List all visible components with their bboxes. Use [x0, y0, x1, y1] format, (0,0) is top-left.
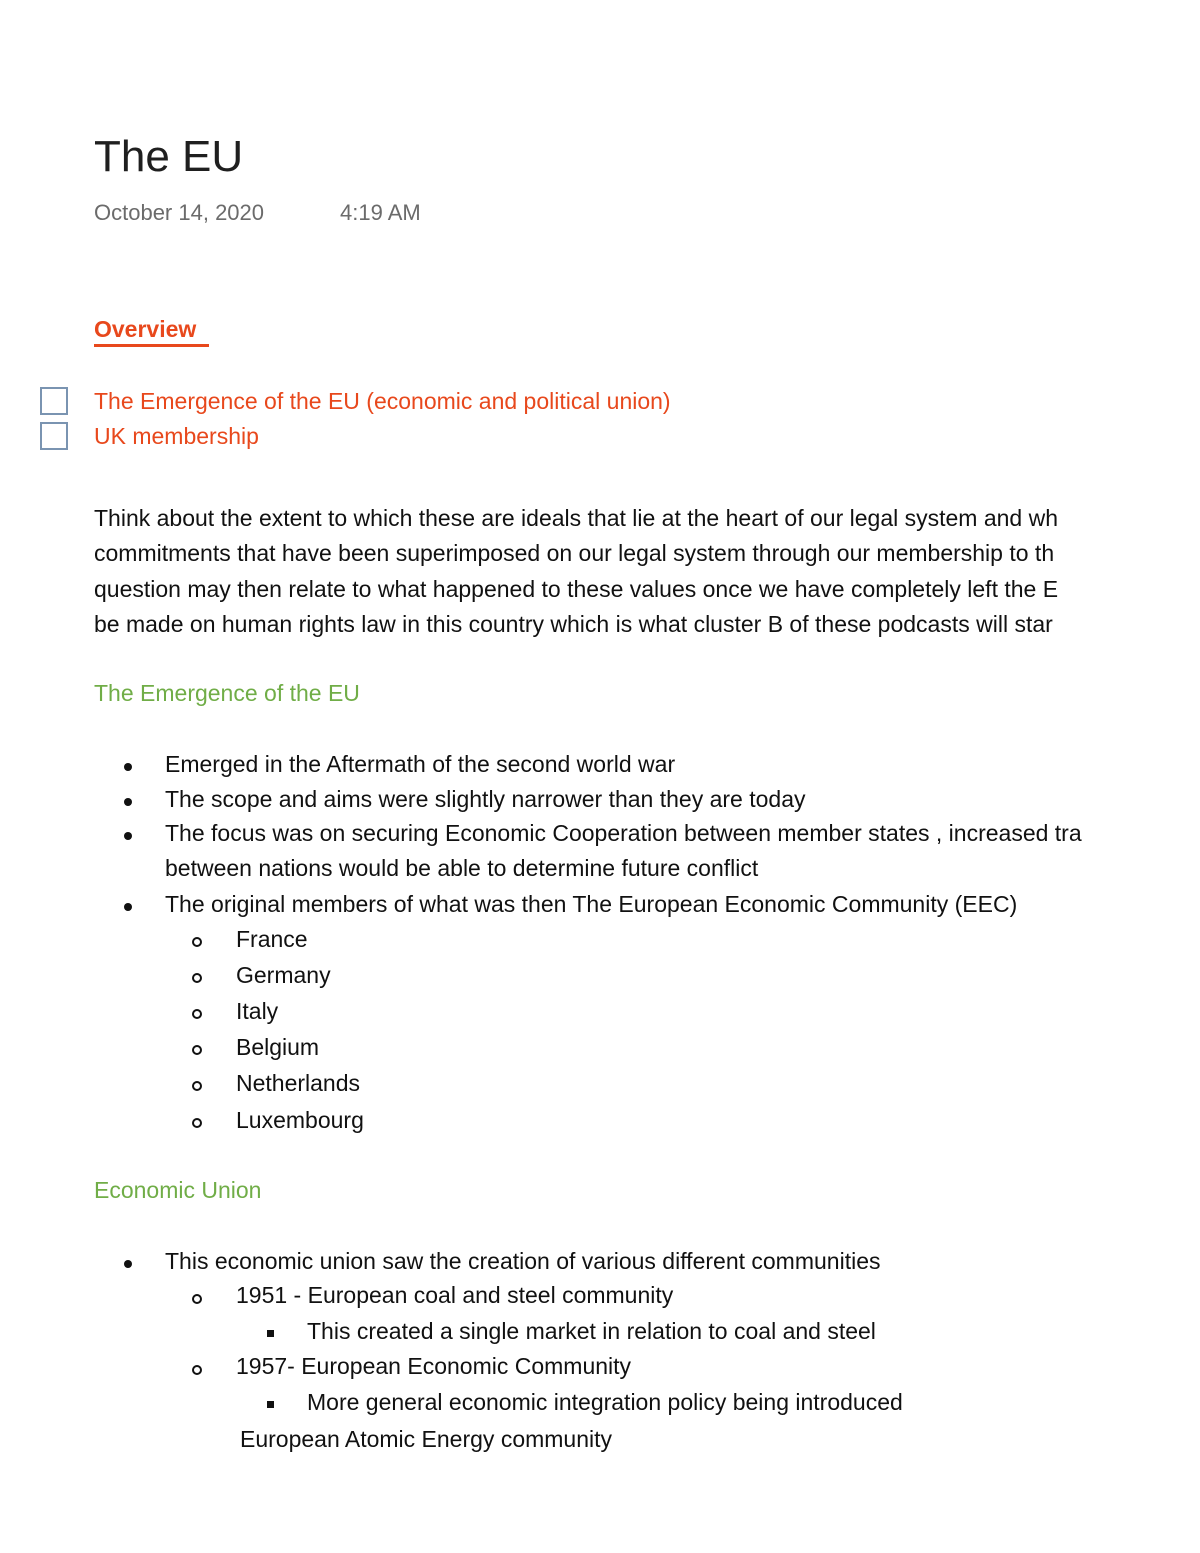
bullet-dot [124, 832, 132, 840]
sub-sub-bullet-square [267, 1330, 274, 1337]
cut-off-line [240, 1424, 613, 1452]
intro-line: commitments that have been superimposed on our legal system through our membership to th [94, 540, 1055, 566]
member-country: France [236, 926, 308, 952]
note-time: 4:19 AM [340, 200, 421, 225]
todo-checkbox[interactable] [40, 387, 68, 415]
intro-line: be made on human rights law in this country which is what cluster B of these podcasts will star [94, 611, 1053, 637]
todo-text: The Emergence of the EU (economic and political union) [94, 387, 671, 414]
sub-bullet-circle [192, 1365, 202, 1375]
member-country: Luxembourg [236, 1107, 364, 1133]
bullet-text: The focus was on securing Economic Cooperation between member states , increased tra [165, 820, 1082, 846]
section-heading-economic: Economic Union [94, 1177, 262, 1203]
bullet-text: Emerged in the Aftermath of the second world war [165, 751, 676, 777]
note-date: October 14, 2020 [94, 200, 265, 225]
bullet-dot [124, 798, 132, 806]
bullet-dot [124, 763, 132, 771]
bullet-text: The scope and aims were slightly narrower than they are today [165, 786, 806, 812]
sub-sub-bullet-square [267, 1401, 274, 1408]
member-country: Italy [236, 998, 279, 1024]
bullet-text: This economic union saw the creation of various different communities [165, 1248, 881, 1274]
todo-text: UK membership [94, 422, 259, 449]
bullet-text: The original members of what was then The European Economic Community (EEC) [165, 891, 1018, 917]
community-1951: 1951 - European coal and steel community [236, 1282, 674, 1308]
bullet-dot [124, 903, 132, 911]
todo-checkbox[interactable] [40, 422, 68, 450]
todo-item [40, 386, 671, 416]
member-country: Germany [236, 962, 331, 988]
overview-heading: Overview [94, 316, 197, 342]
bullet-text-continued: between nations would be able to determine future conflict [165, 855, 759, 881]
community-1951-detail: This created a single market in relation to coal and steel [307, 1318, 876, 1344]
sub-bullet-circle [192, 1045, 202, 1055]
sub-bullet-circle [192, 1009, 202, 1019]
sub-bullet-circle [192, 1118, 202, 1128]
member-country: Netherlands [236, 1070, 361, 1096]
section-heading-emergence: The Emergence of the EU [94, 680, 360, 706]
community-1957-detail: More general economic integration policy being introduced [307, 1389, 903, 1415]
sub-bullet-circle [192, 937, 202, 947]
sub-bullet-circle [192, 973, 202, 983]
intro-line: question may then relate to what happened to these values once we have completely left the E [94, 576, 1059, 602]
cut-off-text: European Atomic Energy community [240, 1426, 613, 1452]
member-country: Belgium [236, 1034, 320, 1060]
todo-item [40, 421, 259, 451]
bullet-dot [124, 1260, 132, 1268]
overview-underline [94, 344, 209, 347]
sub-bullet-circle [192, 1294, 202, 1304]
sub-bullet-circle [192, 1081, 202, 1091]
note-title: The EU [94, 132, 244, 181]
community-1957: 1957- European Economic Community [236, 1353, 632, 1379]
intro-line: Think about the extent to which these are ideals that lie at the heart of our legal system and wh [94, 505, 1059, 531]
